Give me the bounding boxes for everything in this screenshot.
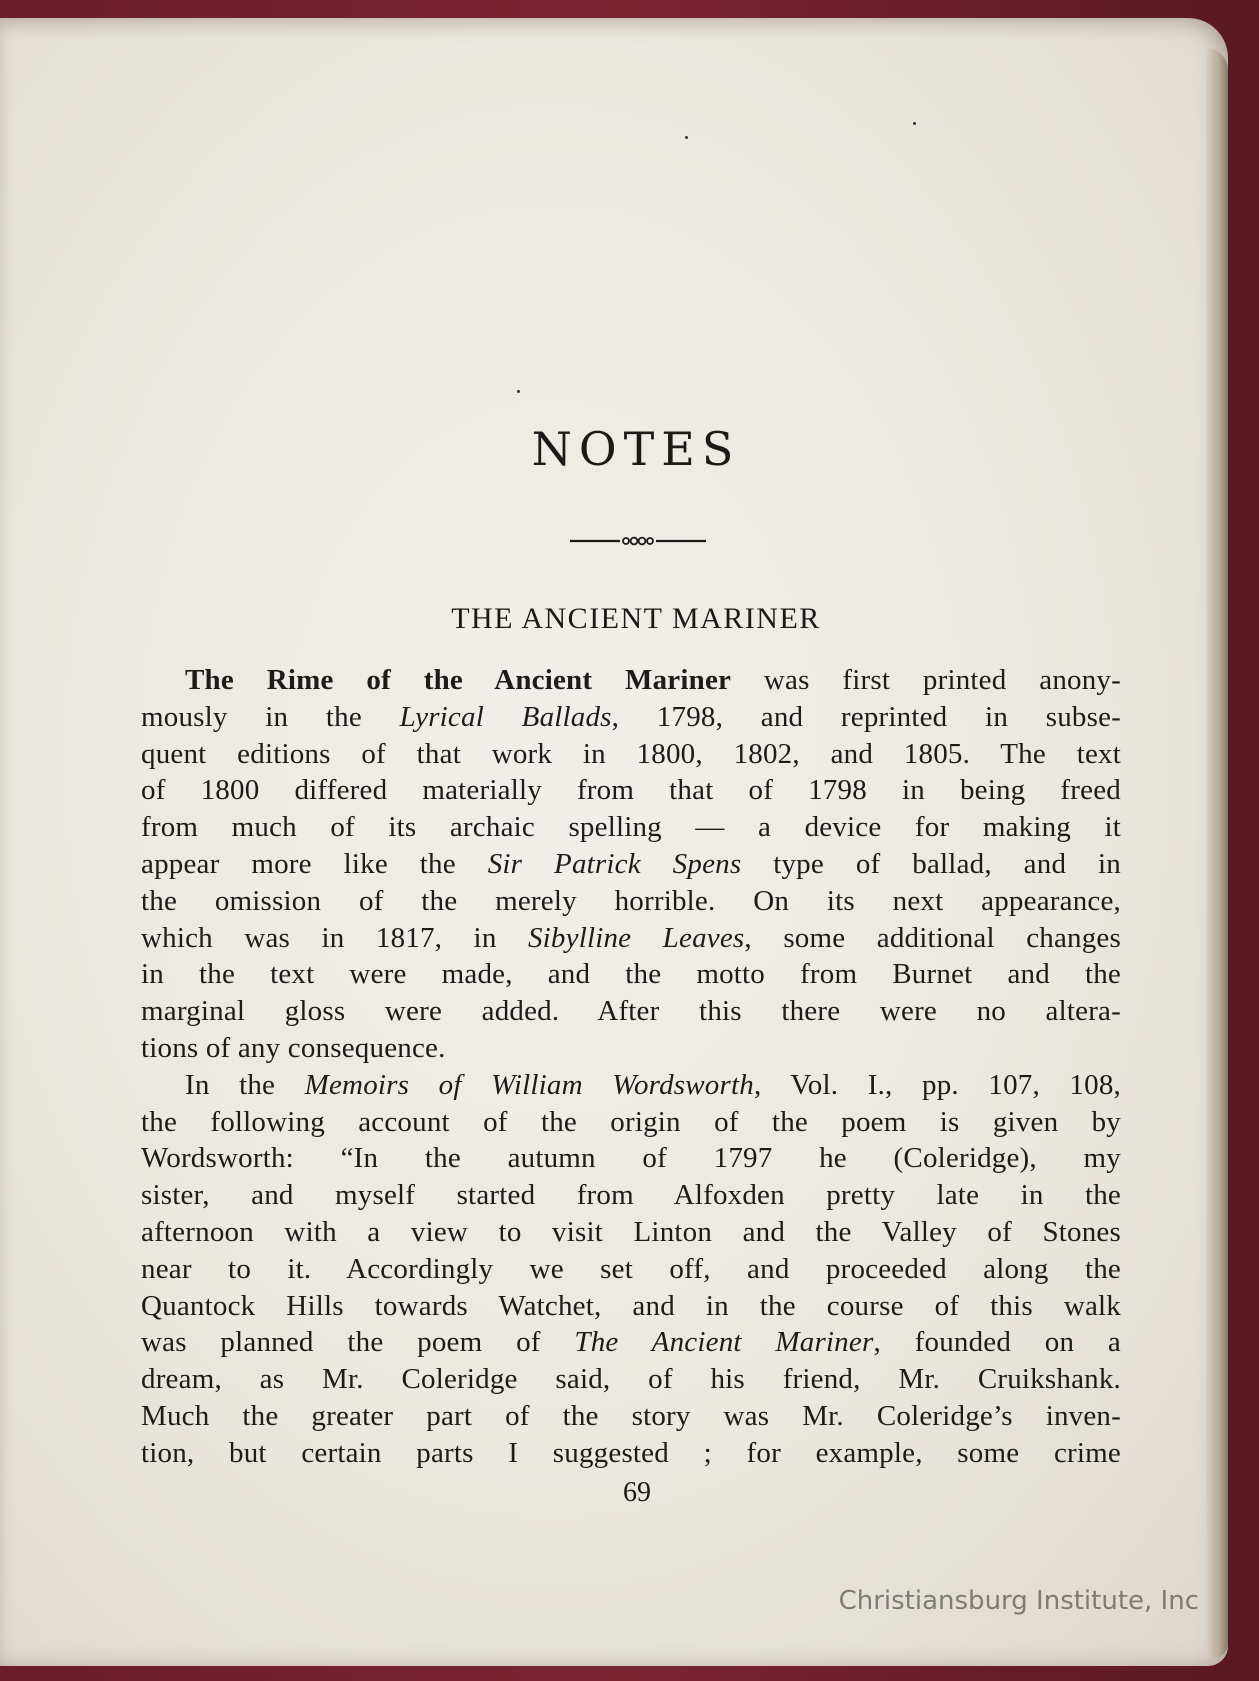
page-number: 69: [623, 1477, 651, 1508]
body-text: [141, 662, 1121, 1472]
text-line: in the text were made, and the motto from Burnet and the: [141, 958, 1121, 991]
text-line: In the Memoirs of William Wordsworth, Vol. I., pp. 107, 108,: [185, 1068, 1121, 1101]
text-line: Wordsworth: “In the autumn of 1797 he (Coleridge), my: [141, 1142, 1121, 1175]
text-line: quent editions of that work in 1800, 1802, and 1805. The text: [141, 737, 1121, 770]
text-line: The Rime of the Ancient Mariner was first printed anony-: [185, 664, 1121, 696]
text-line: near to it. Accordingly we set off, and proceeded along the: [141, 1252, 1121, 1285]
text-line: Quantock Hills towards Watchet, and in the course of this walk: [141, 1289, 1121, 1322]
page-title: NOTES: [531, 422, 741, 476]
text-line: tion, but certain parts I suggested ; for example, some crime: [141, 1436, 1121, 1469]
text-line: was planned the poem of The Ancient Mariner, founded on a: [141, 1326, 1121, 1359]
paper-speck: [517, 390, 520, 393]
text-line: the following account of the origin of the poem is given by: [141, 1105, 1121, 1138]
paper-speck: [913, 122, 916, 125]
ornament-divider: [568, 531, 708, 551]
text-line: marginal gloss were added. After this there were no altera-: [141, 995, 1121, 1028]
paper-speck: [685, 136, 688, 139]
section-heading: THE ANCIENT MARINER: [451, 602, 821, 635]
watermark: Christiansburg Institute, Inc: [838, 1586, 1199, 1616]
text-line: tions of any consequence.: [141, 1031, 446, 1064]
text-line: mously in the Lyrical Ballads, 1798, and reprinted in subse-: [141, 700, 1122, 733]
text-line: afternoon with a view to visit Linton and the Valley of Stones: [141, 1215, 1121, 1248]
text-line: which was in 1817, in Sibylline Leaves, some additional changes: [141, 921, 1121, 954]
text-line: the omission of the merely horrible. On its next appearance,: [141, 884, 1121, 917]
text-line: appear more like the Sir Patrick Spens type of ballad, and in: [141, 847, 1121, 880]
text-line: from much of its archaic spelling — a device for making it: [141, 811, 1121, 844]
text-line: dream, as Mr. Coleridge said, of his friend, Mr. Cruikshank.: [141, 1363, 1121, 1396]
text-line: sister, and myself started from Alfoxden pretty late in the: [141, 1179, 1121, 1212]
book-page: [0, 18, 1228, 1666]
text-line: of 1800 differed materially from that of 1798 in being freed: [141, 774, 1121, 807]
page-edge: [1206, 48, 1228, 1658]
text-line: Much the greater part of the story was Mr. Coleridge’s inven-: [141, 1399, 1121, 1432]
